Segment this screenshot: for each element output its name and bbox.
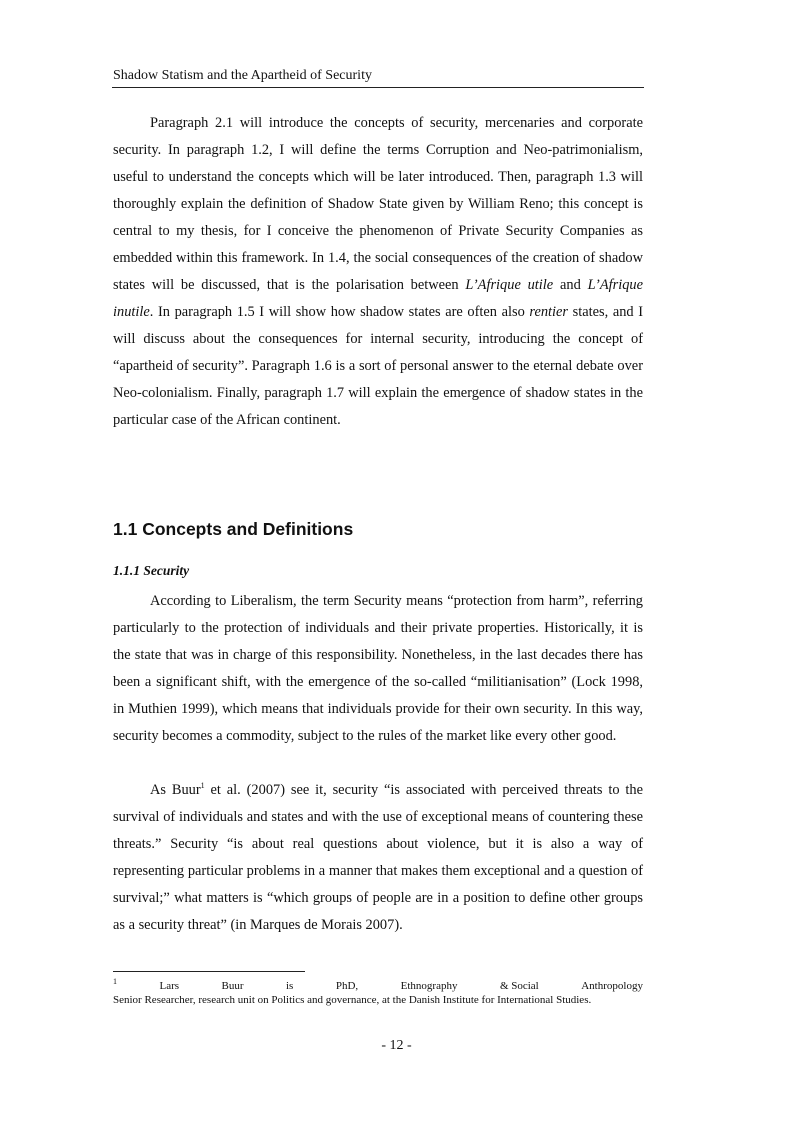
section-heading: 1.1 Concepts and Definitions — [113, 519, 354, 539]
subsection-heading: 1.1.1 Security — [113, 563, 190, 578]
intro-italic-2: L’Afrique inutile — [113, 277, 643, 320]
security-paragraph-2 — [113, 777, 643, 939]
intro-italic-3: rentier — [529, 304, 569, 320]
intro-text-2: and — [553, 277, 588, 293]
footnote-word: Anthropology — [581, 980, 643, 992]
running-header: Shadow Statism and the Apartheid of Security — [113, 68, 372, 83]
footnote — [113, 979, 643, 1007]
intro-italic-1: L’Afrique utile — [465, 277, 554, 293]
footnote-rule — [113, 971, 305, 972]
header-rule — [112, 87, 644, 88]
page-number: - 12 - — [381, 1038, 412, 1053]
footnote-word: PhD, — [335, 980, 359, 992]
intro-text-1: Paragraph 2.1 will introduce the concepts of security, mercenaries and corporate security. In paragraph 1.2, I will define the terms Corruption and Neo-patrimonialism, useful to understand the concepts which will be later introduced. Then, paragraph 1.3 will thoroughly explain the definition of Shadow State given by William Reno; this concept is central to my thesis, for I conceive the phenomenon of Private Security Companies as embedded within this framework. In 1.4, the social consequences of the creation of shadow states will be discussed, that is the polarisation between — [113, 115, 643, 293]
intro-text-3: . In paragraph 1.5 I will show how shadow states are often also — [149, 304, 530, 320]
footnote-mark: 1 — [113, 977, 117, 987]
footnote-word: Lars — [159, 980, 180, 992]
footnote-word: is — [286, 980, 294, 992]
footnote-line-1 — [113, 979, 643, 993]
footnote-word: Buur — [221, 980, 244, 992]
footnote-line-2: Senior Researcher, research unit on Politics and governance, at the Danish Institute for International Studies. — [113, 994, 592, 1006]
intro-text-4: states, and I will discuss about the consequences for internal security, introducing the concept of “apartheid of security”. Paragraph 1.6 is a sort of personal answer to the eternal debate over Neo-colonialism. Finally, paragraph 1.7 will explain the emergence of shadow states in the particular case of the African continent. — [113, 304, 643, 428]
intro-paragraph — [113, 110, 643, 434]
footnote-word: & Social — [499, 980, 539, 992]
footnote-reference: 1 — [200, 781, 205, 791]
p2-text-a: As Buur — [150, 782, 201, 798]
security-paragraph-1: According to Liberalism, the term Security means “protection from harm”, referring particularly to the protection of individuals and their private properties. Historically, it is the state that was in charge of this responsibility. Nonetheless, in the last decades there has been a significant shift, with the emergence of the so-called “militianisation” (Lock 1998, in Muthien 1999), which means that individuals provide for their own security. In this way, security becomes a commodity, subject to the rules of the market like every other good. — [113, 593, 643, 744]
footnote-word: Ethnography — [400, 980, 458, 992]
p2-text-b: et al. (2007) see it, security “is associated with perceived threats to the survival of individuals and states and with the use of exceptional means of countering these threats.” Security “is about real questions about violence, but it is also a way of representing particular problems in a manner that makes them exceptional and a question of survival;” what matters is “which groups of people are in a position to define other groups as a security threat” (in Marques de Morais 2007). — [113, 782, 644, 933]
